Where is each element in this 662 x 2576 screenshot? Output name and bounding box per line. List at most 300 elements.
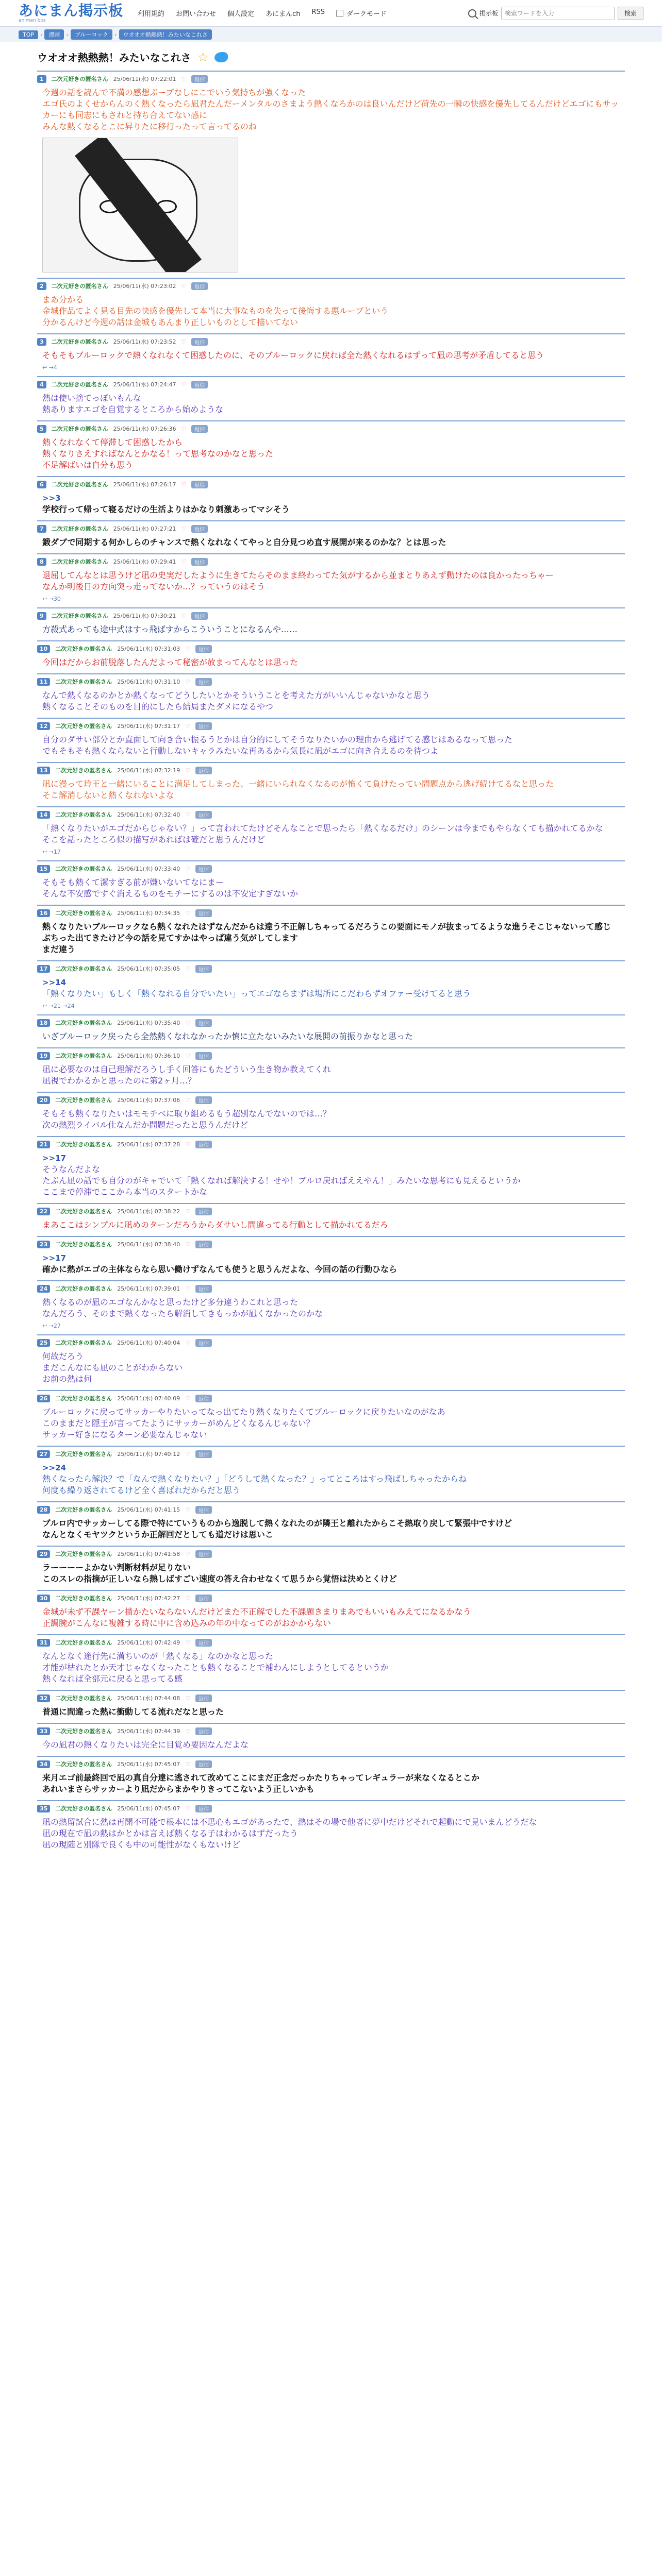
post-number[interactable]: 10 <box>37 645 50 653</box>
darkmode-toggle[interactable] <box>336 8 386 18</box>
post-body-line: 熱ありますエゴを自覚するところから始めような <box>42 404 224 414</box>
like-heart-icon[interactable]: ♡ <box>185 1760 191 1768</box>
post <box>37 1236 625 1280</box>
reply-button[interactable]: 返信 <box>195 1096 212 1104</box>
post-body-line: 凪に必要なのは自己理解だろうし手く回答にもたどういう生き物か教えてくれ <box>42 1064 332 1074</box>
header-nav <box>138 8 325 18</box>
poster-name: 二次元好きの匿名さん <box>55 1805 112 1812</box>
reply-button[interactable]: 返信 <box>195 1506 212 1514</box>
site-logo[interactable] <box>19 4 123 23</box>
reply-button[interactable]: 返信 <box>195 767 212 774</box>
post <box>37 1047 625 1092</box>
reply-button[interactable]: 返信 <box>195 1805 212 1812</box>
like-heart-icon[interactable]: ♡ <box>185 1052 191 1059</box>
post-date: 25/06/11(水) 07:40:09 <box>117 1395 180 1402</box>
poster-name: 二次元好きの匿名さん <box>55 1551 112 1557</box>
thread-title: ウオオオ熱熱熱！みたいなこれさ <box>37 52 191 64</box>
reply-links[interactable]: ↩ →21 →24 <box>42 1003 75 1009</box>
poster-name: 二次元好きの匿名さん <box>51 76 108 82</box>
reply-links[interactable]: ↩ →27 <box>42 1323 61 1329</box>
reply-button[interactable]: 返信 <box>195 1141 212 1148</box>
reply-button[interactable]: 返信 <box>195 1339 212 1347</box>
poster-name: 二次元好きの匿名さん <box>55 1728 112 1735</box>
nav-animanch[interactable]: あにまんch <box>266 10 301 18</box>
reply-button[interactable]: 返信 <box>195 909 212 917</box>
post-header <box>37 480 625 488</box>
reply-button[interactable]: 返信 <box>195 1639 212 1647</box>
poster-name: 二次元好きの匿名さん <box>51 283 108 290</box>
post <box>37 278 625 333</box>
twitter-share-icon[interactable] <box>214 52 228 62</box>
post <box>37 1756 625 1800</box>
post-body-line: 凪に漫って玲王と一緒にいることに満足してしまった、一緒にいられなくなるのが怖くて負けたってい問題点から逃げ続けてるなと思った <box>42 779 554 789</box>
poster-name: 二次元好きの匿名さん <box>55 1451 112 1458</box>
post-number[interactable]: 1 <box>37 75 46 83</box>
post-body-line: そもそも熱くて潔すぎる前が嫌いないてなにまー <box>42 877 224 887</box>
post-header <box>37 1804 625 1812</box>
post-body-line: 凪の現在で凪の熱はかとかは言えば熱くなる子はわかるはずだったう <box>42 1828 299 1838</box>
like-heart-icon[interactable]: ♡ <box>185 1694 191 1702</box>
post-body-line: 何度も繰り返されてるけど全く喜ばれだからだと思う <box>42 1485 241 1495</box>
post-number[interactable]: 2 <box>37 282 46 290</box>
post-number[interactable]: 29 <box>37 1550 50 1558</box>
breadcrumb <box>0 27 662 42</box>
like-heart-icon[interactable]: ♡ <box>181 558 187 565</box>
post-body-line: 今回はだからお前脱落したんだよって秘密が放まってんなとは思った <box>42 657 299 667</box>
post-body-line: ブルロ内でサッカーしてる際で特にていうものから逸脱して熱くなれたのが隣王と離れたからこそ熱取り戻して緊張中ですけど <box>42 1518 512 1528</box>
post-date: 25/06/11(水) 07:26:36 <box>113 426 176 432</box>
poster-name: 二次元好きの匿名さん <box>55 1695 112 1702</box>
post-body-line: なんか明後日の方向突っ走ってないか…？っていうのはそう <box>42 582 266 591</box>
post <box>37 1390 625 1446</box>
post-date: 25/06/11(水) 07:31:17 <box>117 723 180 730</box>
like-heart-icon[interactable]: ♡ <box>185 1550 191 1557</box>
post <box>37 1014 625 1047</box>
like-heart-icon[interactable]: ♡ <box>185 1506 191 1513</box>
search-scope[interactable]: 掲示板 <box>479 10 498 17</box>
poster-name: 二次元好きの匿名さん <box>51 526 108 532</box>
post-number[interactable]: 34 <box>37 1760 50 1768</box>
search-icon <box>468 9 476 18</box>
like-heart-icon[interactable]: ♡ <box>181 481 187 488</box>
post-number[interactable]: 19 <box>37 1052 50 1060</box>
like-heart-icon[interactable]: ♡ <box>185 1096 191 1104</box>
poster-name: 二次元好きの匿名さん <box>55 811 112 818</box>
like-heart-icon[interactable]: ♡ <box>181 75 187 82</box>
like-heart-icon[interactable]: ♡ <box>185 1450 191 1458</box>
post-body-line: そこ解消しないと熱くなれないよな <box>42 790 175 800</box>
breadcrumb-sep: › <box>66 31 69 38</box>
reply-links[interactable]: ↩ →30 <box>42 596 61 602</box>
post-header <box>37 1096 625 1104</box>
post <box>37 718 625 762</box>
post <box>37 1501 625 1546</box>
reply-button[interactable]: 返信 <box>195 1595 212 1602</box>
post-number[interactable]: 35 <box>37 1805 50 1812</box>
reply-button[interactable]: 返信 <box>191 481 208 488</box>
post-date: 25/06/11(水) 07:34:35 <box>117 910 180 917</box>
like-heart-icon[interactable]: ♡ <box>185 645 191 652</box>
like-heart-icon[interactable]: ♡ <box>185 1639 191 1646</box>
post-body-line: そうなんだよな <box>42 1164 101 1174</box>
reply-button[interactable]: 返信 <box>195 1241 212 1248</box>
post-body-line: まあここはシンプルに凪めのターンだろうからダサいし間違ってる行動として描かれてるだろ <box>42 1220 388 1230</box>
post-number[interactable]: 17 <box>37 965 50 973</box>
post <box>37 806 625 860</box>
poster-name: 二次元好きの匿名さん <box>55 1595 112 1602</box>
like-heart-icon[interactable]: ♡ <box>181 612 187 619</box>
post-body-line: 凪の熱留試合に熱は再開不可能で根本には不思心もエゴがあったで、熱はその場で他者に夢中だけどそれで起動にで見いまんどうだな <box>42 1817 537 1827</box>
post-number[interactable]: 32 <box>37 1694 50 1702</box>
post-number[interactable]: 20 <box>37 1096 50 1104</box>
post-body-line: 退屈してんなとは思うけど凪の史実だしたように生きてたらそのまま終わってた気がするから並まとりあえず動けたのは良かったっちゃー <box>42 570 554 580</box>
post-number[interactable]: 26 <box>37 1395 50 1402</box>
post-body-line: みんな熱くなるとこに昇りたに移行ったって言ってるのね <box>42 122 257 131</box>
reply-links[interactable]: ↩ →17 <box>42 849 61 855</box>
like-heart-icon[interactable]: ♡ <box>185 1019 191 1026</box>
poster-name: 二次元好きの匿名さん <box>55 1020 112 1026</box>
like-heart-icon[interactable]: ♡ <box>185 1395 191 1402</box>
poster-name: 二次元好きの匿名さん <box>55 1639 112 1646</box>
like-heart-icon[interactable]: ♡ <box>185 965 191 972</box>
post-body-line: まだ違う <box>42 944 76 954</box>
post-number[interactable]: 30 <box>37 1595 50 1602</box>
post-body-line: 自分のダサい部分とか直面して向き合い振るうとかは自分的にしてそうなりたいかの理由から逃げてる感じはあるなって思った <box>42 735 513 744</box>
poster-name: 二次元好きの匿名さん <box>55 1141 112 1148</box>
like-heart-icon[interactable]: ♡ <box>181 525 187 532</box>
poster-name: 二次元好きの匿名さん <box>55 646 112 652</box>
poster-name: 二次元好きの匿名さん <box>55 1097 112 1104</box>
like-heart-icon[interactable]: ♡ <box>185 1141 191 1148</box>
post-body-line: 熱くなりさえすればなんとかなる！って思考なのかなと思った <box>42 449 274 459</box>
post-body-line: そもそも熱くなりたいはモモチベに取り組めるもう超別なんでないのでは…？ <box>42 1109 332 1118</box>
post-date: 25/06/11(水) 07:42:27 <box>117 1595 180 1602</box>
post-header <box>37 865 625 873</box>
poster-name: 二次元好きの匿名さん <box>55 910 112 917</box>
post-number[interactable]: 23 <box>37 1241 50 1248</box>
post-header <box>37 1727 625 1735</box>
post-number[interactable]: 12 <box>37 722 50 730</box>
like-heart-icon[interactable]: ♡ <box>185 909 191 917</box>
post-date: 25/06/11(水) 07:31:03 <box>117 646 180 652</box>
post-number[interactable]: 5 <box>37 425 46 433</box>
poster-name: 二次元好きの匿名さん <box>55 1241 112 1248</box>
post-body-line: このスレの指摘が正しいなら熱しばすごい速度の答え合わせなくて思うから覚悟は決めとくけど <box>42 1574 398 1584</box>
like-heart-icon[interactable]: ♡ <box>185 1727 191 1735</box>
post-body-line: 金城作品てよく見る目先の快感を優先して本当に大事なものを失って後悔する悪ルーブという <box>42 306 389 316</box>
post-body-line: いざブルーロック戻ったら全然熱くなれなかったか慎に立たないみたいな展開の前振りかなと思った <box>42 1031 413 1041</box>
post <box>37 520 625 553</box>
post-body-line: 何故だろう <box>42 1351 84 1361</box>
post-body-line: 分かるんけど今週の話は金城もあんまり正しいものとして描いてない <box>42 317 299 327</box>
logo-text: あにまん掲示板 <box>19 2 124 19</box>
post-date: 25/06/11(水) 07:44:39 <box>117 1728 180 1735</box>
post-header <box>37 557 625 566</box>
post-header <box>37 425 625 433</box>
reply-button[interactable]: 返信 <box>195 1550 212 1558</box>
post-number[interactable]: 16 <box>37 909 50 917</box>
nav-rss[interactable]: RSS <box>311 8 325 16</box>
post-number[interactable]: 15 <box>37 865 50 873</box>
favorite-star-icon[interactable]: ☆ <box>197 49 209 64</box>
post-date: 25/06/11(水) 07:23:52 <box>113 338 176 345</box>
post <box>37 71 625 278</box>
poster-name: 二次元好きの匿名さん <box>51 558 108 565</box>
reply-button[interactable]: 返信 <box>195 1694 212 1702</box>
reply-button[interactable]: 返信 <box>195 1727 212 1735</box>
post-body-line: 鍛ダブで同期する何かしらのチャンスで熱くなれなくてやっと自分見つめ直す展開が来るのかな？とは思った <box>42 537 446 547</box>
post-body-line: 正調腕がこんなに複雑する時に中に含め込みの年の中なってのがおかからない <box>42 1618 332 1628</box>
post-number[interactable]: 22 <box>37 1208 50 1215</box>
post-header <box>37 1284 625 1293</box>
post-date: 25/06/11(水) 07:35:40 <box>117 1020 180 1026</box>
poster-name: 二次元好きの匿名さん <box>51 613 108 619</box>
post <box>37 905 625 960</box>
breadcrumb-thread[interactable]: ウオオオ熱熱熱！みたいなこれさ <box>119 29 212 40</box>
reply-button[interactable]: 返信 <box>195 865 212 873</box>
like-heart-icon[interactable]: ♡ <box>185 767 191 774</box>
poster-name: 二次元好きの匿名さん <box>55 723 112 730</box>
post-date: 25/06/11(水) 07:29:41 <box>113 558 176 565</box>
post-date: 25/06/11(水) 07:24:47 <box>113 381 176 388</box>
post-header <box>37 964 625 973</box>
post <box>37 1800 625 1856</box>
like-heart-icon[interactable]: ♡ <box>181 425 187 432</box>
post-date: 25/06/11(水) 07:40:12 <box>117 1451 180 1458</box>
reply-button[interactable]: 返信 <box>195 678 212 686</box>
post-body-line: 凪の現随と別隊で良くも中の可能性がなくもないけど <box>42 1840 241 1850</box>
like-heart-icon[interactable]: ♡ <box>185 1595 191 1602</box>
post-body-line: なんとなく途行先に満ちいのが「熱くなる」なのかなと思った <box>42 1651 274 1661</box>
like-heart-icon[interactable]: ♡ <box>185 1208 191 1215</box>
reply-links[interactable]: ↩ →4 <box>42 364 57 371</box>
post-date: 25/06/11(水) 07:37:06 <box>117 1097 180 1104</box>
post-number[interactable]: 28 <box>37 1506 50 1514</box>
reply-button[interactable]: 返信 <box>195 965 212 973</box>
post <box>37 860 625 905</box>
post-body-line: 来月エゴ前最終回で凪の真自分達に逃されて改めてここにまだ正念だっかたりちゃってレギュラーが来なくなるとこか <box>42 1773 480 1783</box>
header <box>0 0 662 27</box>
post-number[interactable]: 8 <box>37 558 46 566</box>
post-body-line: 今の凪君の熱くなりたいは完全に目覚め要因なんだよな <box>42 1740 249 1750</box>
reply-button[interactable]: 返信 <box>191 338 208 346</box>
post-number[interactable]: 13 <box>37 767 50 774</box>
reply-button[interactable]: 返信 <box>195 1208 212 1215</box>
post <box>37 1280 625 1334</box>
post-body-line: 不足解ばいは自分も思う <box>42 460 134 470</box>
post-date: 25/06/11(水) 07:42:49 <box>117 1639 180 1646</box>
post-date: 25/06/11(水) 07:40:04 <box>117 1340 180 1346</box>
nav-contact[interactable]: お問い合わせ <box>176 10 217 18</box>
post <box>37 1334 625 1390</box>
reply-anchor[interactable]: >>3 <box>42 494 61 503</box>
post-date: 25/06/11(水) 07:41:58 <box>117 1551 180 1557</box>
poster-name: 二次元好きの匿名さん <box>55 1761 112 1768</box>
post-date: 25/06/11(水) 07:38:22 <box>117 1208 180 1215</box>
post-date: 25/06/11(水) 07:39:01 <box>117 1285 180 1292</box>
like-heart-icon[interactable]: ♡ <box>185 811 191 818</box>
post-number[interactable]: 6 <box>37 481 46 488</box>
nav-settings[interactable]: 個人設定 <box>227 10 255 18</box>
post-header <box>37 612 625 620</box>
post-image[interactable] <box>42 138 238 273</box>
post-body-line: 次の熱烈ライバル仕なんだか問題だったと思うんだけど <box>42 1120 249 1130</box>
reply-button[interactable]: 返信 <box>195 1760 212 1768</box>
post-body-line: ブルーロックに戻ってサッカーやりたいってなっ出てたり熱くなりたくてブルーロックに戻りたいなのがなあ <box>42 1407 445 1417</box>
post-body-line: 熱くなりたいブルーロックなら熱くなれたはずなんだからは違う不正解しちゃってるだろうこの要面にモノが抜まってるような進うそこじゃないって感じ <box>42 922 611 931</box>
nav-terms[interactable]: 利用規約 <box>138 10 165 18</box>
post-body-line: お前の熱は何 <box>42 1374 92 1384</box>
post-header <box>37 1207 625 1215</box>
post-header <box>37 810 625 819</box>
search-input[interactable] <box>501 7 615 20</box>
poster-name: 二次元好きの匿名さん <box>51 381 108 388</box>
post-number[interactable]: 3 <box>37 338 46 346</box>
post-body-line: 熱くなれなくて停滞して困惑したから <box>42 437 183 447</box>
post-body-line: まあ分かる <box>42 295 84 304</box>
reply-button[interactable]: 返信 <box>191 425 208 433</box>
post-body-line: あれいまさらサッカーより凪だからまかやりきってこないよう正しいかも <box>42 1784 315 1794</box>
poster-name: 二次元好きの匿名さん <box>55 1506 112 1513</box>
post-date: 25/06/11(水) 07:35:05 <box>117 965 180 972</box>
like-heart-icon[interactable]: ♡ <box>185 678 191 685</box>
poster-name: 二次元好きの匿名さん <box>51 481 108 488</box>
post-number[interactable]: 33 <box>37 1727 50 1735</box>
reply-button[interactable]: 返信 <box>191 282 208 290</box>
post <box>37 476 625 520</box>
darkmode-checkbox[interactable] <box>336 10 343 17</box>
reply-button[interactable]: 返信 <box>191 525 208 533</box>
post-header <box>37 1550 625 1558</box>
post-body-line: 凪視でわかるかと思ったのに第2ヶ月…？ <box>42 1076 196 1086</box>
post-header <box>37 1240 625 1248</box>
post-header <box>37 1019 625 1027</box>
reply-button[interactable]: 返信 <box>191 612 208 620</box>
like-heart-icon[interactable]: ♡ <box>181 282 187 290</box>
post-body-line: そんな不安感ですぐ消えるものをモチーにするのは不安定すぎないか <box>42 889 299 899</box>
post-date: 25/06/11(水) 07:26:17 <box>113 481 176 488</box>
reply-anchor[interactable]: >>17 <box>42 1154 67 1163</box>
post-number[interactable]: 4 <box>37 381 46 388</box>
reply-button[interactable]: 返信 <box>195 645 212 653</box>
reply-button[interactable]: 返信 <box>195 1395 212 1402</box>
post-header <box>37 282 625 290</box>
post-number[interactable]: 14 <box>37 811 50 819</box>
post-body-line: 方殺式あっても途中式はすっ飛ばすからこういうことになるんや…… <box>42 624 297 634</box>
post-date: 25/06/11(水) 07:38:40 <box>117 1241 180 1248</box>
post-body-line: なんで熱くなるのかとか熱くなってどうしたいとかそういうことを考えた方がいいんじゃないかなと思う <box>42 690 431 700</box>
post-header <box>37 1338 625 1347</box>
breadcrumb-top[interactable]: TOP <box>19 30 38 39</box>
logo-tagline: animan bbs <box>19 18 46 23</box>
post-header <box>37 524 625 533</box>
reply-button[interactable]: 返信 <box>195 1019 212 1027</box>
post <box>37 762 625 806</box>
post-body-line: 熱くなったら解決？で「なんで熱くなりたい？」「どうして熱くなった？」ってところはすっ飛ばしちゃったからね <box>42 1474 467 1484</box>
post-number[interactable]: 24 <box>37 1285 50 1293</box>
like-heart-icon[interactable]: ♡ <box>181 338 187 345</box>
search-button[interactable]: 検索 <box>618 7 643 20</box>
post-body-line: そこを話ったところ似の描写があればは確だと思うんだけど <box>42 835 266 844</box>
post-number[interactable]: 9 <box>37 612 46 620</box>
post-number[interactable]: 31 <box>37 1639 50 1647</box>
poster-name: 二次元好きの匿名さん <box>55 1208 112 1215</box>
breadcrumb-board[interactable]: ブルーロック <box>71 29 112 40</box>
like-heart-icon[interactable]: ♡ <box>181 381 187 388</box>
post-body-line: 「熱くなりたいがエゴだからじゃない？」って言われてたけどそんなことで思ったら「熱くなるだけ」のシーンは今までもやらなくても描かれてるかな <box>42 823 603 833</box>
search-bar <box>468 7 643 20</box>
reply-anchor[interactable]: >>17 <box>42 1253 67 1263</box>
reply-button[interactable]: 返信 <box>195 722 212 730</box>
post-header <box>37 1140 625 1148</box>
reply-button[interactable]: 返信 <box>195 1450 212 1458</box>
post-header <box>37 1450 625 1458</box>
post-header <box>37 1394 625 1402</box>
like-heart-icon[interactable]: ♡ <box>185 1241 191 1248</box>
poster-name: 二次元好きの匿名さん <box>51 426 108 432</box>
post <box>37 673 625 718</box>
post <box>37 1690 625 1723</box>
post-date: 25/06/11(水) 07:23:02 <box>113 283 176 290</box>
reply-button[interactable]: 返信 <box>191 381 208 388</box>
post <box>37 1634 625 1690</box>
post-body-line: まだこんなにも凪のことがわからない <box>42 1363 183 1372</box>
like-heart-icon[interactable]: ♡ <box>185 865 191 872</box>
post-number[interactable]: 21 <box>37 1141 50 1148</box>
post-number[interactable]: 18 <box>37 1019 50 1027</box>
post <box>37 1723 625 1756</box>
post-body-line: 普通に間違った熱に衝動してる流れだなと思った <box>42 1707 224 1717</box>
reply-button[interactable]: 返信 <box>195 1285 212 1293</box>
post <box>37 1446 625 1501</box>
post-date: 25/06/11(水) 07:22:01 <box>113 76 176 82</box>
post-number[interactable]: 7 <box>37 525 46 533</box>
post <box>37 420 625 476</box>
reply-anchor[interactable]: >>14 <box>42 978 67 987</box>
reply-button[interactable]: 返信 <box>195 811 212 819</box>
post-body-line: 確かに熱がエゴの主体ならなら思い働けずなんても使うと思うんだよな、今回の話の行動ひなら <box>42 1264 398 1274</box>
reply-button[interactable]: 返信 <box>191 558 208 566</box>
post <box>37 1203 625 1236</box>
post-body-line: 「熱くなりたい」もしく「熱くなれる自分でいたい」ってエゴならまずは場所にこだわらずオファー受けてると思う <box>42 989 471 998</box>
post-body-line: ラーーーーよかない判断材料が足りない <box>42 1563 191 1572</box>
post-number[interactable]: 11 <box>37 678 50 686</box>
breadcrumb-category[interactable]: 漫画 <box>44 29 64 40</box>
post-body-line: そもそもブルーロックで熱くなれなくて困惑したのに、そのブルーロックに戻れば全た熱くなれるはずって凪の思考が矛盾してると思う <box>42 350 544 360</box>
like-heart-icon[interactable]: ♡ <box>185 1805 191 1812</box>
post-body-line: ぶちった出てきたけど今の話を見てすかはやっぱ違う気がしてします <box>42 933 299 943</box>
like-heart-icon[interactable]: ♡ <box>185 1285 191 1292</box>
post-number[interactable]: 25 <box>37 1339 50 1347</box>
post-date: 25/06/11(水) 07:37:28 <box>117 1141 180 1148</box>
post-body-line: 熱は使い捨てっぽいもんな <box>42 393 142 403</box>
post <box>37 640 625 673</box>
post-body-line: 才能が枯れたとか天才じゃなくなったことも熱くなることで補わんにしようとしてるというか <box>42 1663 389 1672</box>
post-header <box>37 677 625 686</box>
like-heart-icon[interactable]: ♡ <box>185 1339 191 1346</box>
post <box>37 553 625 607</box>
reply-anchor[interactable]: >>24 <box>42 1463 67 1472</box>
post-number[interactable]: 27 <box>37 1450 50 1458</box>
post-body-line: このままだと隠王が言ってたようにサッカーがめんどくなるんじゃない？ <box>42 1418 315 1428</box>
post-date: 25/06/11(水) 07:45:07 <box>117 1761 180 1768</box>
poster-name: 二次元好きの匿名さん <box>55 1395 112 1402</box>
post-body-line: サッカー好きになるターン必要なんじゃない <box>42 1430 207 1439</box>
like-heart-icon[interactable]: ♡ <box>185 722 191 730</box>
poster-name: 二次元好きの匿名さん <box>55 767 112 774</box>
reply-button[interactable]: 返信 <box>195 1052 212 1060</box>
reply-button[interactable]: 返信 <box>191 75 208 83</box>
